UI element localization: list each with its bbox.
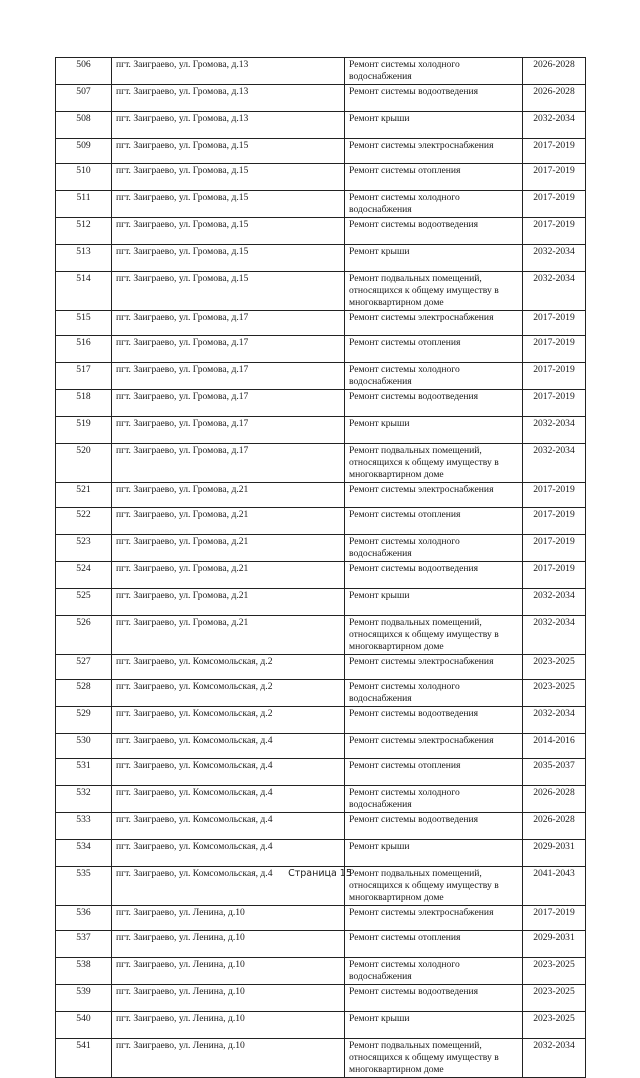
work-type-cell: Ремонт системы отопления [345,759,523,786]
row-number-cell: 533 [56,813,112,840]
period-cell: 2026-2028 [523,813,586,840]
work-type-cell: Ремонт системы холодного водоснабжения [345,363,523,390]
period-cell: 2017-2019 [523,311,586,336]
period-cell: 2017-2019 [523,363,586,390]
address-cell: пгт. Заиграево, ул. Громова, д.21 [112,483,345,508]
period-cell: 2026-2028 [523,786,586,813]
table-row [56,589,586,616]
row-number-cell: 511 [56,191,112,218]
period-cell: 2035-2037 [523,759,586,786]
work-type-cell: Ремонт системы водоотведения [345,562,523,589]
work-type-cell: Ремонт подвальных помещений, относящихся к общему имуществу в многоквартирном доме [345,272,523,311]
work-type-cell: Ремонт подвальных помещений, относящихся к общему имуществу в многоквартирном доме [345,1039,523,1078]
work-type-cell: Ремонт системы электроснабжения [345,311,523,336]
table-row [56,483,586,508]
period-cell: 2017-2019 [523,562,586,589]
address-cell: пгт. Заиграево, ул. Комсомольская, д.4 [112,813,345,840]
table-row [56,139,586,164]
table-row [56,786,586,813]
period-cell: 2017-2019 [523,164,586,191]
address-cell: пгт. Заиграево, ул. Громова, д.15 [112,191,345,218]
address-cell: пгт. Заиграево, ул. Громова, д.17 [112,444,345,483]
work-type-cell: Ремонт системы холодного водоснабжения [345,191,523,218]
period-cell: 2017-2019 [523,139,586,164]
row-number-cell: 509 [56,139,112,164]
address-cell: пгт. Заиграево, ул. Громова, д.13 [112,112,345,139]
work-type-cell: Ремонт системы холодного водоснабжения [345,958,523,985]
table-row [56,931,586,958]
period-cell: 2029-2031 [523,931,586,958]
row-number-cell: 526 [56,616,112,655]
table-row [56,813,586,840]
table-row [56,655,586,680]
row-number-cell: 532 [56,786,112,813]
table-row [56,164,586,191]
address-cell: пгт. Заиграево, ул. Ленина, д.10 [112,985,345,1012]
address-cell: пгт. Заиграево, ул. Комсомольская, д.4 [112,867,345,906]
address-cell: пгт. Заиграево, ул. Громова, д.21 [112,589,345,616]
period-cell: 2032-2034 [523,272,586,311]
address-cell: пгт. Заиграево, ул. Громова, д.15 [112,218,345,245]
address-cell: пгт. Заиграево, ул. Комсомольская, д.2 [112,707,345,734]
period-cell: 2029-2031 [523,840,586,867]
period-cell: 2032-2034 [523,417,586,444]
period-cell: 2017-2019 [523,218,586,245]
work-type-cell: Ремонт системы отопления [345,931,523,958]
work-type-cell: Ремонт системы отопления [345,164,523,191]
period-cell: 2023-2025 [523,958,586,985]
period-cell: 2014-2016 [523,734,586,759]
work-type-cell: Ремонт крыши [345,1012,523,1039]
work-type-cell: Ремонт системы электроснабжения [345,139,523,164]
work-type-cell: Ремонт системы холодного водоснабжения [345,58,523,85]
row-number-cell: 541 [56,1039,112,1078]
period-cell: 2023-2025 [523,1012,586,1039]
address-cell: пгт. Заиграево, ул. Комсомольская, д.2 [112,655,345,680]
row-number-cell: 519 [56,417,112,444]
table-row [56,562,586,589]
period-cell: 2017-2019 [523,191,586,218]
row-number-cell: 540 [56,1012,112,1039]
work-type-cell: Ремонт системы электроснабжения [345,906,523,931]
row-number-cell: 527 [56,655,112,680]
work-type-cell: Ремонт системы водоотведения [345,218,523,245]
row-number-cell: 537 [56,931,112,958]
address-cell: пгт. Заиграево, ул. Комсомольская, д.2 [112,680,345,707]
period-cell: 2023-2025 [523,985,586,1012]
work-type-cell: Ремонт системы водоотведения [345,985,523,1012]
address-cell: пгт. Заиграево, ул. Громова, д.17 [112,417,345,444]
table-row [56,906,586,931]
work-type-cell: Ремонт крыши [345,245,523,272]
address-cell: пгт. Заиграево, ул. Комсомольская, д.4 [112,840,345,867]
address-cell: пгт. Заиграево, ул. Громова, д.21 [112,535,345,562]
page-number: Страница 15 [288,868,352,879]
table-row [56,759,586,786]
row-number-cell: 530 [56,734,112,759]
period-cell: 2017-2019 [523,336,586,363]
work-type-cell: Ремонт системы водоотведения [345,390,523,417]
period-cell: 2017-2019 [523,390,586,417]
address-cell: пгт. Заиграево, ул. Ленина, д.10 [112,958,345,985]
work-type-cell: Ремонт подвальных помещений, относящихся к общему имуществу в многоквартирном доме [345,616,523,655]
row-number-cell: 515 [56,311,112,336]
work-type-cell: Ремонт системы водоотведения [345,813,523,840]
row-number-cell: 520 [56,444,112,483]
address-cell: пгт. Заиграево, ул. Громова, д.17 [112,336,345,363]
work-type-cell: Ремонт подвальных помещений, относящихся к общему имуществу в многоквартирном доме [345,867,523,906]
period-cell: 2032-2034 [523,616,586,655]
work-type-cell: Ремонт крыши [345,112,523,139]
row-number-cell: 510 [56,164,112,191]
table-row [56,985,586,1012]
period-cell: 2026-2028 [523,85,586,112]
table-row [56,245,586,272]
work-type-cell: Ремонт подвальных помещений, относящихся к общему имуществу в многоквартирном доме [345,444,523,483]
row-number-cell: 524 [56,562,112,589]
row-number-cell: 523 [56,535,112,562]
address-cell: пгт. Заиграево, ул. Ленина, д.10 [112,931,345,958]
row-number-cell: 534 [56,840,112,867]
row-number-cell: 535 [56,867,112,906]
period-cell: 2017-2019 [523,535,586,562]
work-type-cell: Ремонт системы холодного водоснабжения [345,680,523,707]
table-row [56,734,586,759]
table-row [56,390,586,417]
table-row [56,417,586,444]
repair-schedule-table [55,57,586,1078]
table-row [56,840,586,867]
period-cell: 2026-2028 [523,58,586,85]
row-number-cell: 531 [56,759,112,786]
row-number-cell: 512 [56,218,112,245]
work-type-cell: Ремонт крыши [345,589,523,616]
row-number-cell: 538 [56,958,112,985]
row-number-cell: 528 [56,680,112,707]
period-cell: 2017-2019 [523,483,586,508]
row-number-cell: 507 [56,85,112,112]
work-type-cell: Ремонт системы водоотведения [345,85,523,112]
period-cell: 2032-2034 [523,1039,586,1078]
period-cell: 2041-2043 [523,867,586,906]
table-row [56,363,586,390]
address-cell: пгт. Заиграево, ул. Громова, д.17 [112,390,345,417]
table-row [56,1012,586,1039]
row-number-cell: 514 [56,272,112,311]
table-row [56,58,586,85]
address-cell: пгт. Заиграево, ул. Громова, д.15 [112,245,345,272]
table-row [56,707,586,734]
work-type-cell: Ремонт крыши [345,840,523,867]
table-row [56,218,586,245]
work-type-cell: Ремонт системы отопления [345,508,523,535]
address-cell: пгт. Заиграево, ул. Ленина, д.10 [112,1012,345,1039]
address-cell: пгт. Заиграево, ул. Громова, д.17 [112,311,345,336]
address-cell: пгт. Заиграево, ул. Громова, д.21 [112,508,345,535]
address-cell: пгт. Заиграево, ул. Громова, д.15 [112,164,345,191]
table-row [56,958,586,985]
work-type-cell: Ремонт системы водоотведения [345,707,523,734]
period-cell: 2032-2034 [523,589,586,616]
period-cell: 2032-2034 [523,112,586,139]
row-number-cell: 521 [56,483,112,508]
address-cell: пгт. Заиграево, ул. Громова, д.21 [112,562,345,589]
work-type-cell: Ремонт крыши [345,417,523,444]
row-number-cell: 522 [56,508,112,535]
period-cell: 2032-2034 [523,444,586,483]
table-row [56,1039,586,1078]
table-row [56,85,586,112]
work-type-cell: Ремонт системы холодного водоснабжения [345,535,523,562]
work-type-cell: Ремонт системы холодного водоснабжения [345,786,523,813]
row-number-cell: 517 [56,363,112,390]
address-cell: пгт. Заиграево, ул. Громова, д.13 [112,85,345,112]
table-body [56,58,586,1078]
row-number-cell: 506 [56,58,112,85]
period-cell: 2032-2034 [523,707,586,734]
row-number-cell: 539 [56,985,112,1012]
period-cell: 2032-2034 [523,245,586,272]
row-number-cell: 525 [56,589,112,616]
table-row [56,191,586,218]
table-row [56,508,586,535]
period-cell: 2017-2019 [523,906,586,931]
period-cell: 2023-2025 [523,655,586,680]
work-type-cell: Ремонт системы электроснабжения [345,734,523,759]
address-cell: пгт. Заиграево, ул. Ленина, д.10 [112,906,345,931]
table-row [56,272,586,311]
address-cell: пгт. Заиграево, ул. Громова, д.17 [112,363,345,390]
work-type-cell: Ремонт системы электроснабжения [345,483,523,508]
table-row [56,112,586,139]
address-cell: пгт. Заиграево, ул. Комсомольская, д.4 [112,734,345,759]
address-cell: пгт. Заиграево, ул. Громова, д.21 [112,616,345,655]
address-cell: пгт. Заиграево, ул. Громова, д.15 [112,139,345,164]
table-row [56,444,586,483]
table-row [56,680,586,707]
address-cell: пгт. Заиграево, ул. Громова, д.13 [112,58,345,85]
row-number-cell: 536 [56,906,112,931]
row-number-cell: 513 [56,245,112,272]
row-number-cell: 529 [56,707,112,734]
row-number-cell: 508 [56,112,112,139]
table-row [56,311,586,336]
table-row [56,616,586,655]
period-cell: 2017-2019 [523,508,586,535]
row-number-cell: 518 [56,390,112,417]
address-cell: пгт. Заиграево, ул. Ленина, д.10 [112,1039,345,1078]
period-cell: 2023-2025 [523,680,586,707]
work-type-cell: Ремонт системы отопления [345,336,523,363]
address-cell: пгт. Заиграево, ул. Громова, д.15 [112,272,345,311]
table-row [56,535,586,562]
row-number-cell: 516 [56,336,112,363]
table-row [56,336,586,363]
address-cell: пгт. Заиграево, ул. Комсомольская, д.4 [112,759,345,786]
work-type-cell: Ремонт системы электроснабжения [345,655,523,680]
address-cell: пгт. Заиграево, ул. Комсомольская, д.4 [112,786,345,813]
